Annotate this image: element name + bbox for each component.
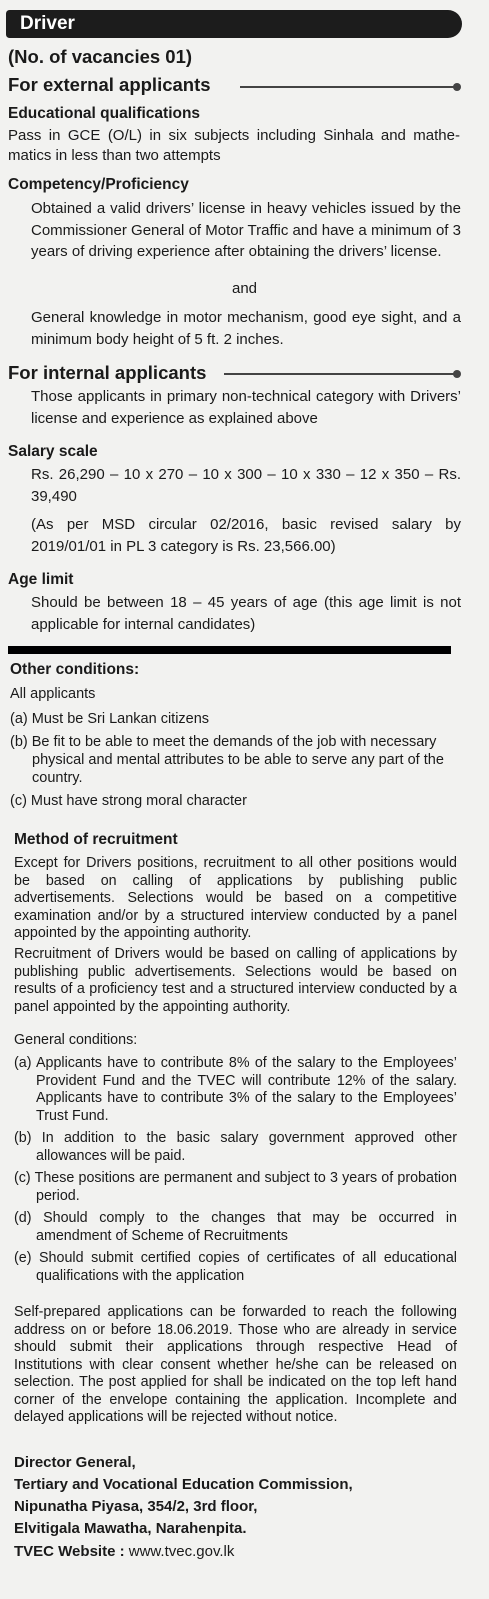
- method-paragraph-2: Recruitment of Drivers would be based on calling of applications by publishing public advertisements. Selections would be based on results of a proficiency test and a structured interview conducted by a panel appointed by the appointing authority.: [14, 946, 457, 1015]
- salary-heading: Salary scale: [8, 443, 98, 460]
- competency-heading: Competency/Proficiency: [8, 176, 189, 193]
- website-label: TVEC Website :: [14, 1543, 125, 1560]
- salary-text: Rs. 26,290 – 10 x 270 – 10 x 300 – 10 x 330 – 12 x 350 – Rs. 39,490: [31, 466, 461, 505]
- address-line: Tertiary and Vocational Education Commission,: [14, 1476, 353, 1493]
- age-heading: Age limit: [8, 571, 74, 588]
- age-text: Should be between 18 – 45 years of age (this age limit is not applicable for internal candidates): [31, 594, 461, 633]
- heading-rule: [240, 86, 458, 88]
- internal-applicants-heading: For internal applicants: [8, 362, 207, 383]
- closing-paragraph: Self-prepared applications can be forwarded to reach the following address on or before 18.06.2019. Those who are already in service should submit their applications through respective Head of Institutions with clear consent whether he/she can be released on selection. The post applied for shall be indicated on the top left hand corner of the envelope containing the application. Incomplete and delayed applications will be rejected without notice.: [14, 1304, 457, 1425]
- method-paragraph-1: Except for Drivers positions, recruitment to all other positions would be based on calling of applications by publishing public advertisements. Selections would be based on a competitive examination and/or by a structured interview conducted by a panel appointed by the appointing authority.: [14, 855, 457, 941]
- list-item: (b) Be fit to be able to meet the demands of the job with necessary physical and mental attributes to be able to serve any part of the country.: [10, 734, 444, 786]
- list-item: (a) Applicants have to contribute 8% of the salary to the Employees’ Provident Fund and the TVEC will contribute 12% of the salary. Applicants have to contribute 3% of the salary to the Employees’ Trust Fund.: [14, 1055, 457, 1124]
- list-item: (e) Should submit certified copies of certificates of all educational qualifications with the application: [14, 1250, 457, 1284]
- method-heading: Method of recruitment: [14, 831, 178, 848]
- edu-heading: Educational qualifications: [8, 105, 201, 122]
- list-item: (c) Must have strong moral character: [10, 793, 247, 809]
- list-item: (b) In addition to the basic salary government approved other allowances will be paid.: [14, 1130, 457, 1164]
- section-divider: [8, 646, 451, 654]
- edu-text: Pass in GCE (O/L) in six subjects including Sinhala and mathe-matics in less than two attempts: [8, 127, 460, 164]
- competency-text: Obtained a valid drivers’ license in heavy vehicles issued by the Commissioner General of Motor Traffic and have a minimum of 3 years of driving experience after obtaining the drivers’ license.: [31, 200, 461, 260]
- address-block: [14, 1452, 353, 1540]
- external-applicants-heading: For external applicants: [8, 74, 211, 95]
- general-conditions-heading: General conditions:: [14, 1032, 138, 1048]
- internal-text: Those applicants in primary non-technical category with Drivers’ license and experience as explained above: [31, 388, 461, 427]
- list-item: (c) These positions are permanent and subject to 3 years of probation period.: [14, 1170, 457, 1204]
- website-link[interactable]: www.tvec.gov.lk: [128, 1543, 235, 1560]
- and-connector: and: [232, 280, 258, 297]
- address-line: Nipunatha Piyasa, 354/2, 3rd floor,: [14, 1498, 258, 1515]
- competency-text-2: General knowledge in motor mechanism, good eye sight, and a minimum body height of 5 ft. 2 inches.: [31, 309, 461, 348]
- banner-title: Driver: [20, 13, 75, 34]
- address-line: Director General,: [14, 1454, 136, 1471]
- list-item: (d) Should comply to the changes that may be occurred in amendment of Scheme of Recruitments: [14, 1210, 457, 1244]
- heading-rule: [224, 373, 458, 375]
- list-item: (a) Must be Sri Lankan citizens: [10, 711, 210, 727]
- section-banner: [6, 10, 462, 38]
- other-intro: All applicants: [10, 686, 96, 702]
- salary-note: (As per MSD circular 02/2016, basic revised salary by 2019/01/01 in PL 3 category is Rs. 23,566.00): [31, 516, 461, 555]
- website-line: [14, 1543, 234, 1560]
- vacancies-count: (No. of vacancies 01): [8, 46, 193, 67]
- general-conditions-list: [14, 1055, 457, 1285]
- other-conditions-list: [10, 710, 462, 810]
- address-line: Elvitigala Mawatha, Narahenpita.: [14, 1520, 247, 1537]
- other-conditions-heading: Other conditions:: [10, 661, 140, 678]
